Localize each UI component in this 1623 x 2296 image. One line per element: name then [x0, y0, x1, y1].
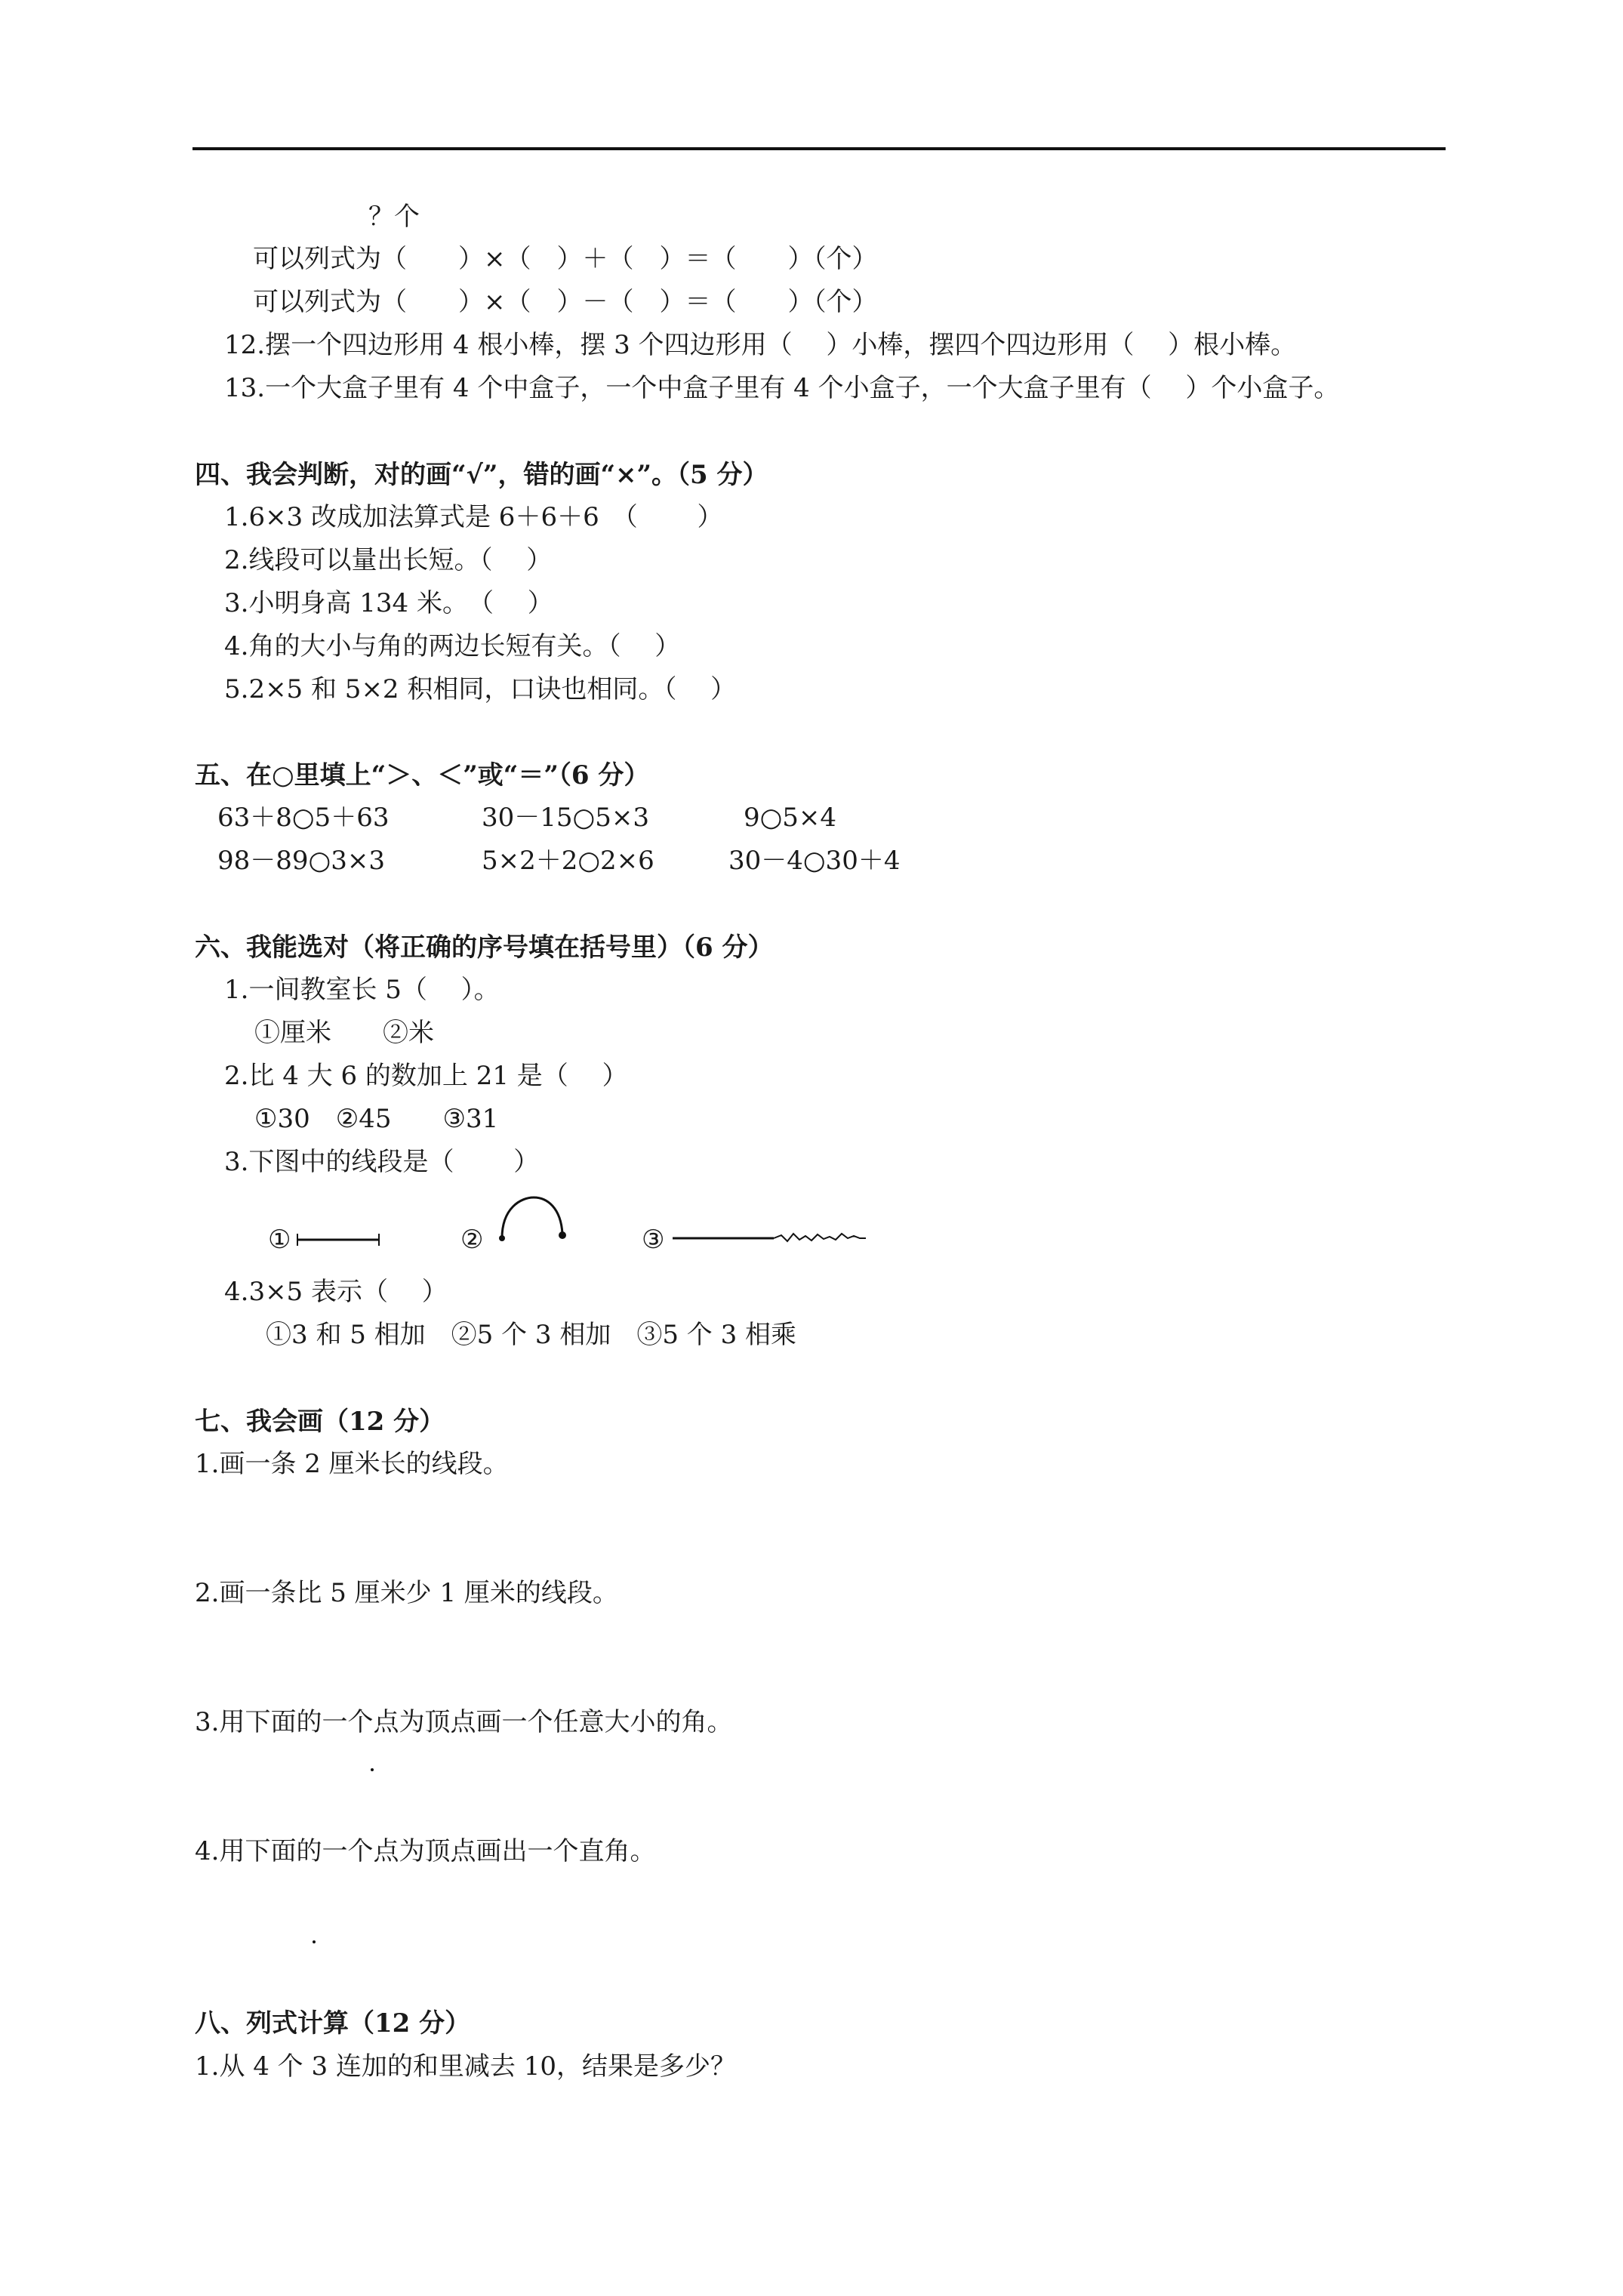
- judge-item-2: 2.线段可以量出长短。（ ）: [224, 545, 553, 575]
- choice-options-2: ①30 ②45 ③31: [254, 1104, 499, 1134]
- figure-label-3: ③: [642, 1225, 665, 1255]
- compare-1: 63＋8○5＋63: [217, 803, 390, 833]
- question-12: 12.摆一个四边形用 4 根小棒，摆 3 个四边形用（ ）小棒，摆四个四边形用（ ）根小棒。: [224, 330, 1297, 360]
- judge-item-4: 4.角的大小与角的两边长短有关。（ ）: [224, 631, 681, 661]
- section-5-title: 五、在○里填上“＞、＜”或“＝”（6 分）: [195, 760, 650, 791]
- compare-4: 98－89○3×3: [217, 846, 385, 876]
- draw-task-2: 2.画一条比 5 厘米少 1 厘米的线段。: [195, 1578, 618, 1608]
- judge-item-1: 1.6×3 改成加法算式是 6＋6＋6 （ ）: [224, 502, 723, 532]
- choice-options-1: ①厘米 ②米: [254, 1018, 434, 1048]
- choice-question-1: 1.一间教室长 5（ ）。: [224, 975, 500, 1005]
- figure-label-2: ②: [460, 1225, 484, 1255]
- figure-label-1: ①: [268, 1225, 291, 1255]
- compare-6: 30－4○30＋4: [728, 846, 901, 876]
- section-7-title: 七、我会画（12 分）: [195, 1407, 445, 1437]
- draw-task-1: 1.画一条 2 厘米长的线段。: [195, 1449, 509, 1479]
- vertex-dot-2: [313, 1940, 316, 1943]
- question-mark-label: ？个: [368, 202, 420, 232]
- choice-options-4: ①3 和 5 相加 ②5 个 3 相加 ③5 个 3 相乘: [266, 1320, 797, 1350]
- choice-question-2: 2.比 4 大 6 的数加上 21 是（ ）: [224, 1061, 628, 1091]
- vertex-dot-1: [371, 1768, 374, 1771]
- straight-segment-figure: [294, 1223, 393, 1253]
- compare-5: 5×2＋2○2×6: [482, 846, 654, 876]
- section-8-title: 八、列式计算（12 分）: [195, 2008, 471, 2039]
- judge-item-3: 3.小明身高 134 米。 （ ）: [224, 588, 553, 618]
- compare-3: 9○5×4: [744, 803, 837, 833]
- q11-subtraction-expression: 可以列式为（ ）×（ ）－（ ）＝（ ）（个）: [253, 287, 878, 317]
- calc-question-1: 1.从 4 个 3 连加的和里减去 10，结果是多少？: [195, 2051, 737, 2082]
- draw-task-3: 3.用下面的一个点为顶点画一个任意大小的角。: [195, 1707, 733, 1737]
- compare-2: 30－15○5×3: [482, 803, 649, 833]
- section-4-title: 四、我会判断，对的画“√”，错的画“×”。（5 分）: [195, 460, 768, 490]
- choice-question-4: 4.3×5 表示（ ）: [224, 1277, 448, 1307]
- header-rule: [192, 147, 1446, 150]
- q11-addition-expression: 可以列式为（ ）×（ ）＋（ ）＝（ ）（个）: [253, 244, 878, 274]
- wavy-line-figure: [668, 1222, 872, 1252]
- section-6-title: 六、我能选对（将正确的序号填在括号里）（6 分）: [195, 932, 774, 963]
- choice-question-3: 3.下图中的线段是（ ）: [224, 1147, 540, 1177]
- arc-figure: [487, 1191, 577, 1252]
- judge-item-5: 5.2×5 和 5×2 积相同，口诀也相同。（ ）: [224, 674, 737, 704]
- draw-task-4: 4.用下面的一个点为顶点画出一个直角。: [195, 1836, 656, 1866]
- question-13: 13.一个大盒子里有 4 个中盒子，一个中盒子里有 4 个小盒子，一个大盒子里有（ ）个小盒子。: [224, 373, 1340, 403]
